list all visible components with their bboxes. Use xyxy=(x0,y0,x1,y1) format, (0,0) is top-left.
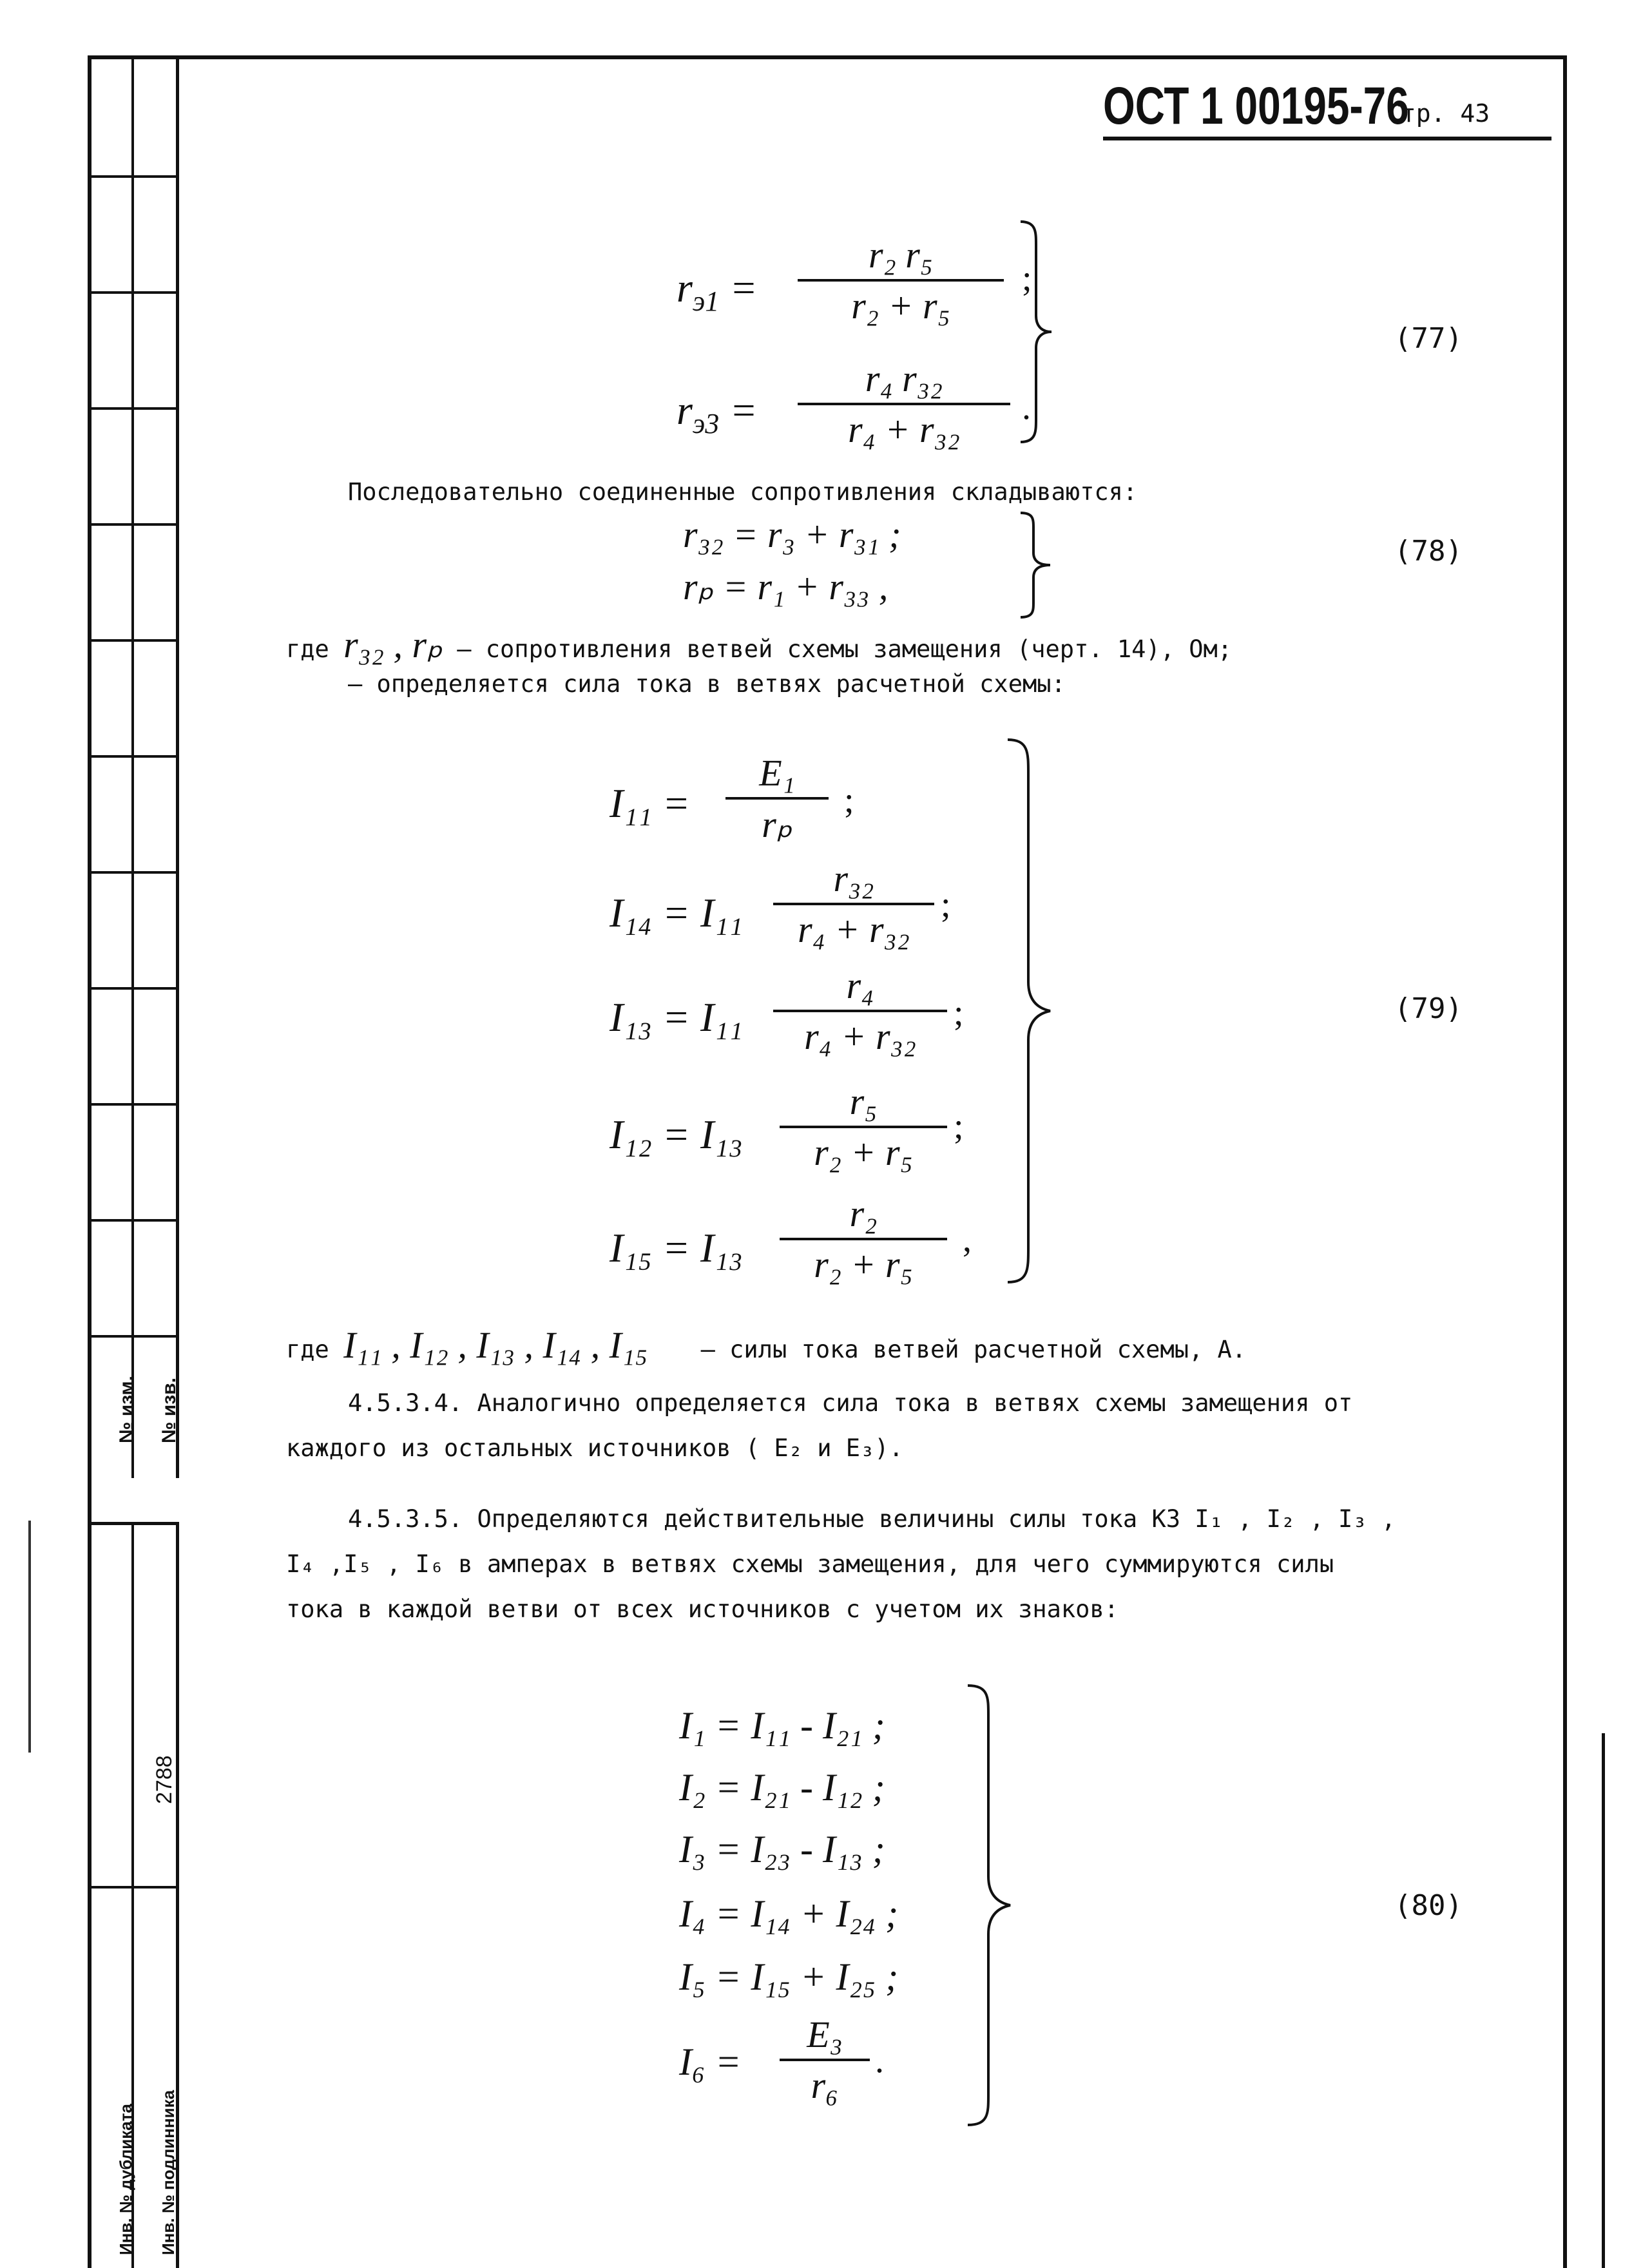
eq77-l1-fraction xyxy=(798,233,1004,327)
where1-vars: r₃₂ , rₚ xyxy=(343,624,443,666)
eq80-l6-fraction xyxy=(780,2013,870,2107)
eq79-l1-end: ; xyxy=(844,780,854,820)
eq80-l6-end: . xyxy=(875,2041,884,2081)
eq79-l4-num: r₅ xyxy=(780,1080,947,1128)
eq80-l6-num: E₃ xyxy=(780,2013,870,2061)
eq79-l5-lhs: I₁₅ = I₁₃ xyxy=(610,1225,743,1271)
eq79-l1-num: E₁ xyxy=(725,751,829,800)
eq79-l5-end: , xyxy=(963,1220,972,1260)
where1-line xyxy=(286,622,1232,666)
header-rule xyxy=(1103,137,1551,140)
eq80-l6-lhs: I₆ = xyxy=(679,2041,742,2083)
eq79-l3-den: r₄ + r₃₂ xyxy=(804,1015,916,1057)
eq79-l2-den: r₄ + r₃₂ xyxy=(798,908,910,950)
strip-label-no-izm: № изм. xyxy=(116,1376,137,1443)
document-code: ОСТ 1 00195-76 xyxy=(1103,77,1409,135)
para-4535-line1: 4.5.3.5. Определяются действительные величины силы тока КЗ I₁ , I₂ , I₃ , xyxy=(348,1505,1396,1533)
series-text: Последовательно соединенные сопротивления складываются: xyxy=(348,478,1138,506)
strip-label-inv-podl: Инв. № подлинника xyxy=(158,2090,178,2255)
eq77-l1-end: ; xyxy=(1022,258,1032,298)
eq80-line1: I₁ = I₁₁ - I₂₁ ; xyxy=(679,1704,885,1747)
eq79-number: (79) xyxy=(1394,992,1463,1025)
eq79-l1-fraction xyxy=(725,751,829,846)
eq79-l3-end: ; xyxy=(954,993,964,1033)
eq79-l5-den: r₂ + r₅ xyxy=(814,1244,913,1285)
page-number: Стр. 43 xyxy=(1387,99,1490,128)
strip-label-no-izv: № изв. xyxy=(158,1378,180,1443)
eq79-l4-fraction xyxy=(780,1080,947,1174)
eq77-l2-num: r₄ r₃₂ xyxy=(798,357,1010,405)
para-4534-line1: 4.5.3.4. Аналогично определяется сила тока в ветвях схемы замещения от xyxy=(348,1389,1353,1417)
eq79-l5-num: r₂ xyxy=(780,1192,947,1240)
margin-mark xyxy=(28,1521,31,1753)
para-4534-line2: каждого из остальных источников ( E₂ и E₃). xyxy=(286,1434,903,1462)
eq77-l2-end: . xyxy=(1022,387,1031,427)
eq77-l1-lhs: r xyxy=(677,265,693,311)
eq79-l1-lhs: I₁₁ = xyxy=(610,780,690,826)
where1-rest: – сопротивления ветвей схемы замещения (черт. 14), Ом; xyxy=(457,635,1233,663)
eq77-l2-lhs: r xyxy=(677,387,693,433)
eq79-l2-num: r₃₂ xyxy=(773,857,934,905)
eq77-brace xyxy=(1018,219,1057,445)
page-header xyxy=(1103,76,1495,137)
where2-rest: – силы тока ветвей расчетной схемы, А. xyxy=(700,1336,1247,1363)
para-4535-line3: тока в каждой ветви от всех источников с учетом их знаков: xyxy=(286,1595,1119,1623)
eq77-l1-den: r₂ + r₅ xyxy=(851,285,950,327)
eq77-l2-lhs-sub: э3 xyxy=(692,408,720,439)
revision-strip-top xyxy=(88,55,179,1478)
para-4535-line2: I₄ ,I₅ , I₆ в амперах в ветвях схемы замещения, для чего суммируются силы xyxy=(286,1550,1334,1578)
eq80-line2: I₂ = I₂₁ - I₁₂ ; xyxy=(679,1766,885,1809)
eq77-number: (77) xyxy=(1394,322,1463,355)
eq79-brace xyxy=(1005,737,1057,1285)
eq78-brace xyxy=(1018,510,1057,620)
eq80-l6-den: r₆ xyxy=(811,2064,839,2106)
eq77-l1-num: r₂ r₅ xyxy=(798,233,1004,282)
eq77-l1-lhs-sub: э1 xyxy=(692,285,720,317)
eq79-l2-lhs: I₁₄ = I₁₁ xyxy=(610,890,743,936)
eq79-l2-end: ; xyxy=(941,885,951,925)
eq79-l2-fraction xyxy=(773,857,934,951)
strip-label-inv-dubl: Инв. № дубликата xyxy=(116,2104,135,2255)
eq80-line4: I₄ = I₁₄ + I₂₄ ; xyxy=(679,1892,899,1935)
eq80-brace xyxy=(965,1683,1017,2128)
eq78-line2: rₚ = r₁ + r₃₃ , xyxy=(683,566,888,608)
eq79-l1-den: rₚ xyxy=(762,803,792,845)
where2-vars: I₁₁ , I₁₂ , I₁₃ , I₁₄ , I₁₅ xyxy=(343,1324,648,1366)
where2-line xyxy=(286,1323,1246,1367)
eq79-l4-den: r₂ + r₅ xyxy=(814,1131,913,1173)
eq79-l3-lhs: I₁₃ = I₁₁ xyxy=(610,994,743,1040)
current-intro: – определяется сила тока в ветвях расчетной схемы: xyxy=(348,670,1066,698)
eq79-l4-lhs: I₁₂ = I₁₃ xyxy=(610,1111,743,1157)
strip-number: 2788 xyxy=(152,1755,177,1804)
eq78-number: (78) xyxy=(1394,535,1463,568)
eq80-line5: I₅ = I₁₅ + I₂₅ ; xyxy=(679,1956,899,1998)
eq79-l5-fraction xyxy=(780,1192,947,1286)
eq79-l3-num: r₄ xyxy=(773,964,947,1012)
eq78-line1: r₃₂ = r₃ + r₃₁ ; xyxy=(683,514,901,555)
where1-prefix: где xyxy=(286,635,329,663)
eq79-l3-fraction xyxy=(773,964,947,1058)
eq79-l4-end: ; xyxy=(954,1106,964,1146)
eq77-l2-fraction xyxy=(798,357,1010,451)
where2-prefix: где xyxy=(286,1336,329,1363)
eq80-number: (80) xyxy=(1394,1889,1463,1922)
eq80-line3: I₃ = I₂₃ - I₁₃ ; xyxy=(679,1828,885,1870)
eq77-l2-den: r₄ + r₃₂ xyxy=(848,408,960,450)
page-frame-right-edge xyxy=(1602,1733,1605,2268)
